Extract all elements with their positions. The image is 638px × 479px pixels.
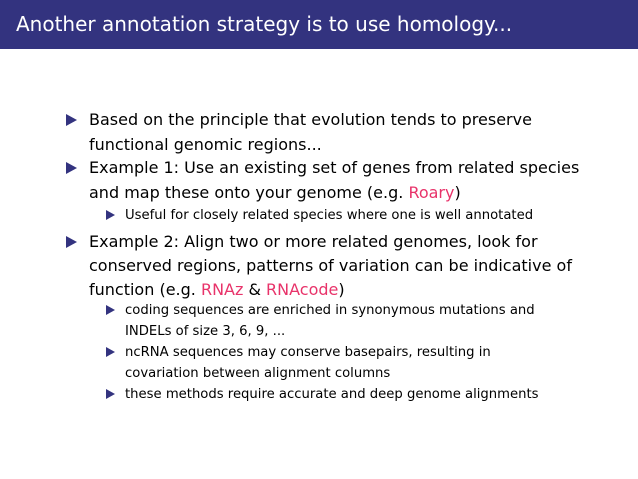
roary-link[interactable]: Roary [408, 183, 455, 202]
bullet-2-line-2 [89, 181, 461, 205]
slide-title: Another annotation strategy is to use homology... [16, 12, 513, 36]
bullet-2-line-1: Example 1: Use an existing set of genes from related species [89, 158, 580, 177]
rnaz-link[interactable]: RNAz [200, 280, 244, 299]
sub-bullet-arrow-icon [106, 389, 115, 399]
rnacode-link[interactable]: RNAcode [266, 280, 339, 299]
sub-bullet-arrow-icon [106, 210, 115, 220]
bullet-3-line-2: conserved regions, patterns of variation can be indicative of [89, 256, 572, 275]
sub-bullet-arrow-icon [106, 347, 115, 357]
bullet-3-line-3-close: ) [338, 280, 345, 299]
bullet-1-line-1: Based on the principle that evolution tends to preserve [89, 110, 532, 129]
bullet-arrow-icon [66, 114, 77, 126]
bullet-2-line-2-close: ) [454, 183, 461, 202]
bullet-3-sub-3-line-1: these methods require accurate and deep genome alignments [125, 387, 539, 402]
bullet-3-sub-2-line-2: covariation between alignment columns [125, 366, 391, 381]
bullet-3-sub-2-line-1: ncRNA sequences may conserve basepairs, resulting in [125, 345, 491, 360]
bullet-3-line-3 [89, 278, 345, 302]
bullet-3-line-1: Example 2: Align two or more related genomes, look for [89, 232, 538, 251]
bullet-3-line-3-amp: & [243, 280, 267, 299]
bullet-3-sub-1-line-2: INDELs of size 3, 6, 9, ... [125, 324, 286, 339]
bullet-arrow-icon [66, 162, 77, 174]
bullet-3-line-3-text: function (e.g. [89, 280, 201, 299]
sub-bullet-arrow-icon [106, 305, 115, 315]
bullet-3-sub-1-line-1: coding sequences are enriched in synonymous mutations and [125, 303, 535, 318]
bullet-arrow-icon [66, 236, 77, 248]
bullet-2-sub-1-line-1: Useful for closely related species where one is well annotated [125, 208, 534, 223]
bullet-1-line-2: functional genomic regions... [89, 135, 322, 154]
bullet-2-line-2-text: and map these onto your genome (e.g. [89, 183, 409, 202]
